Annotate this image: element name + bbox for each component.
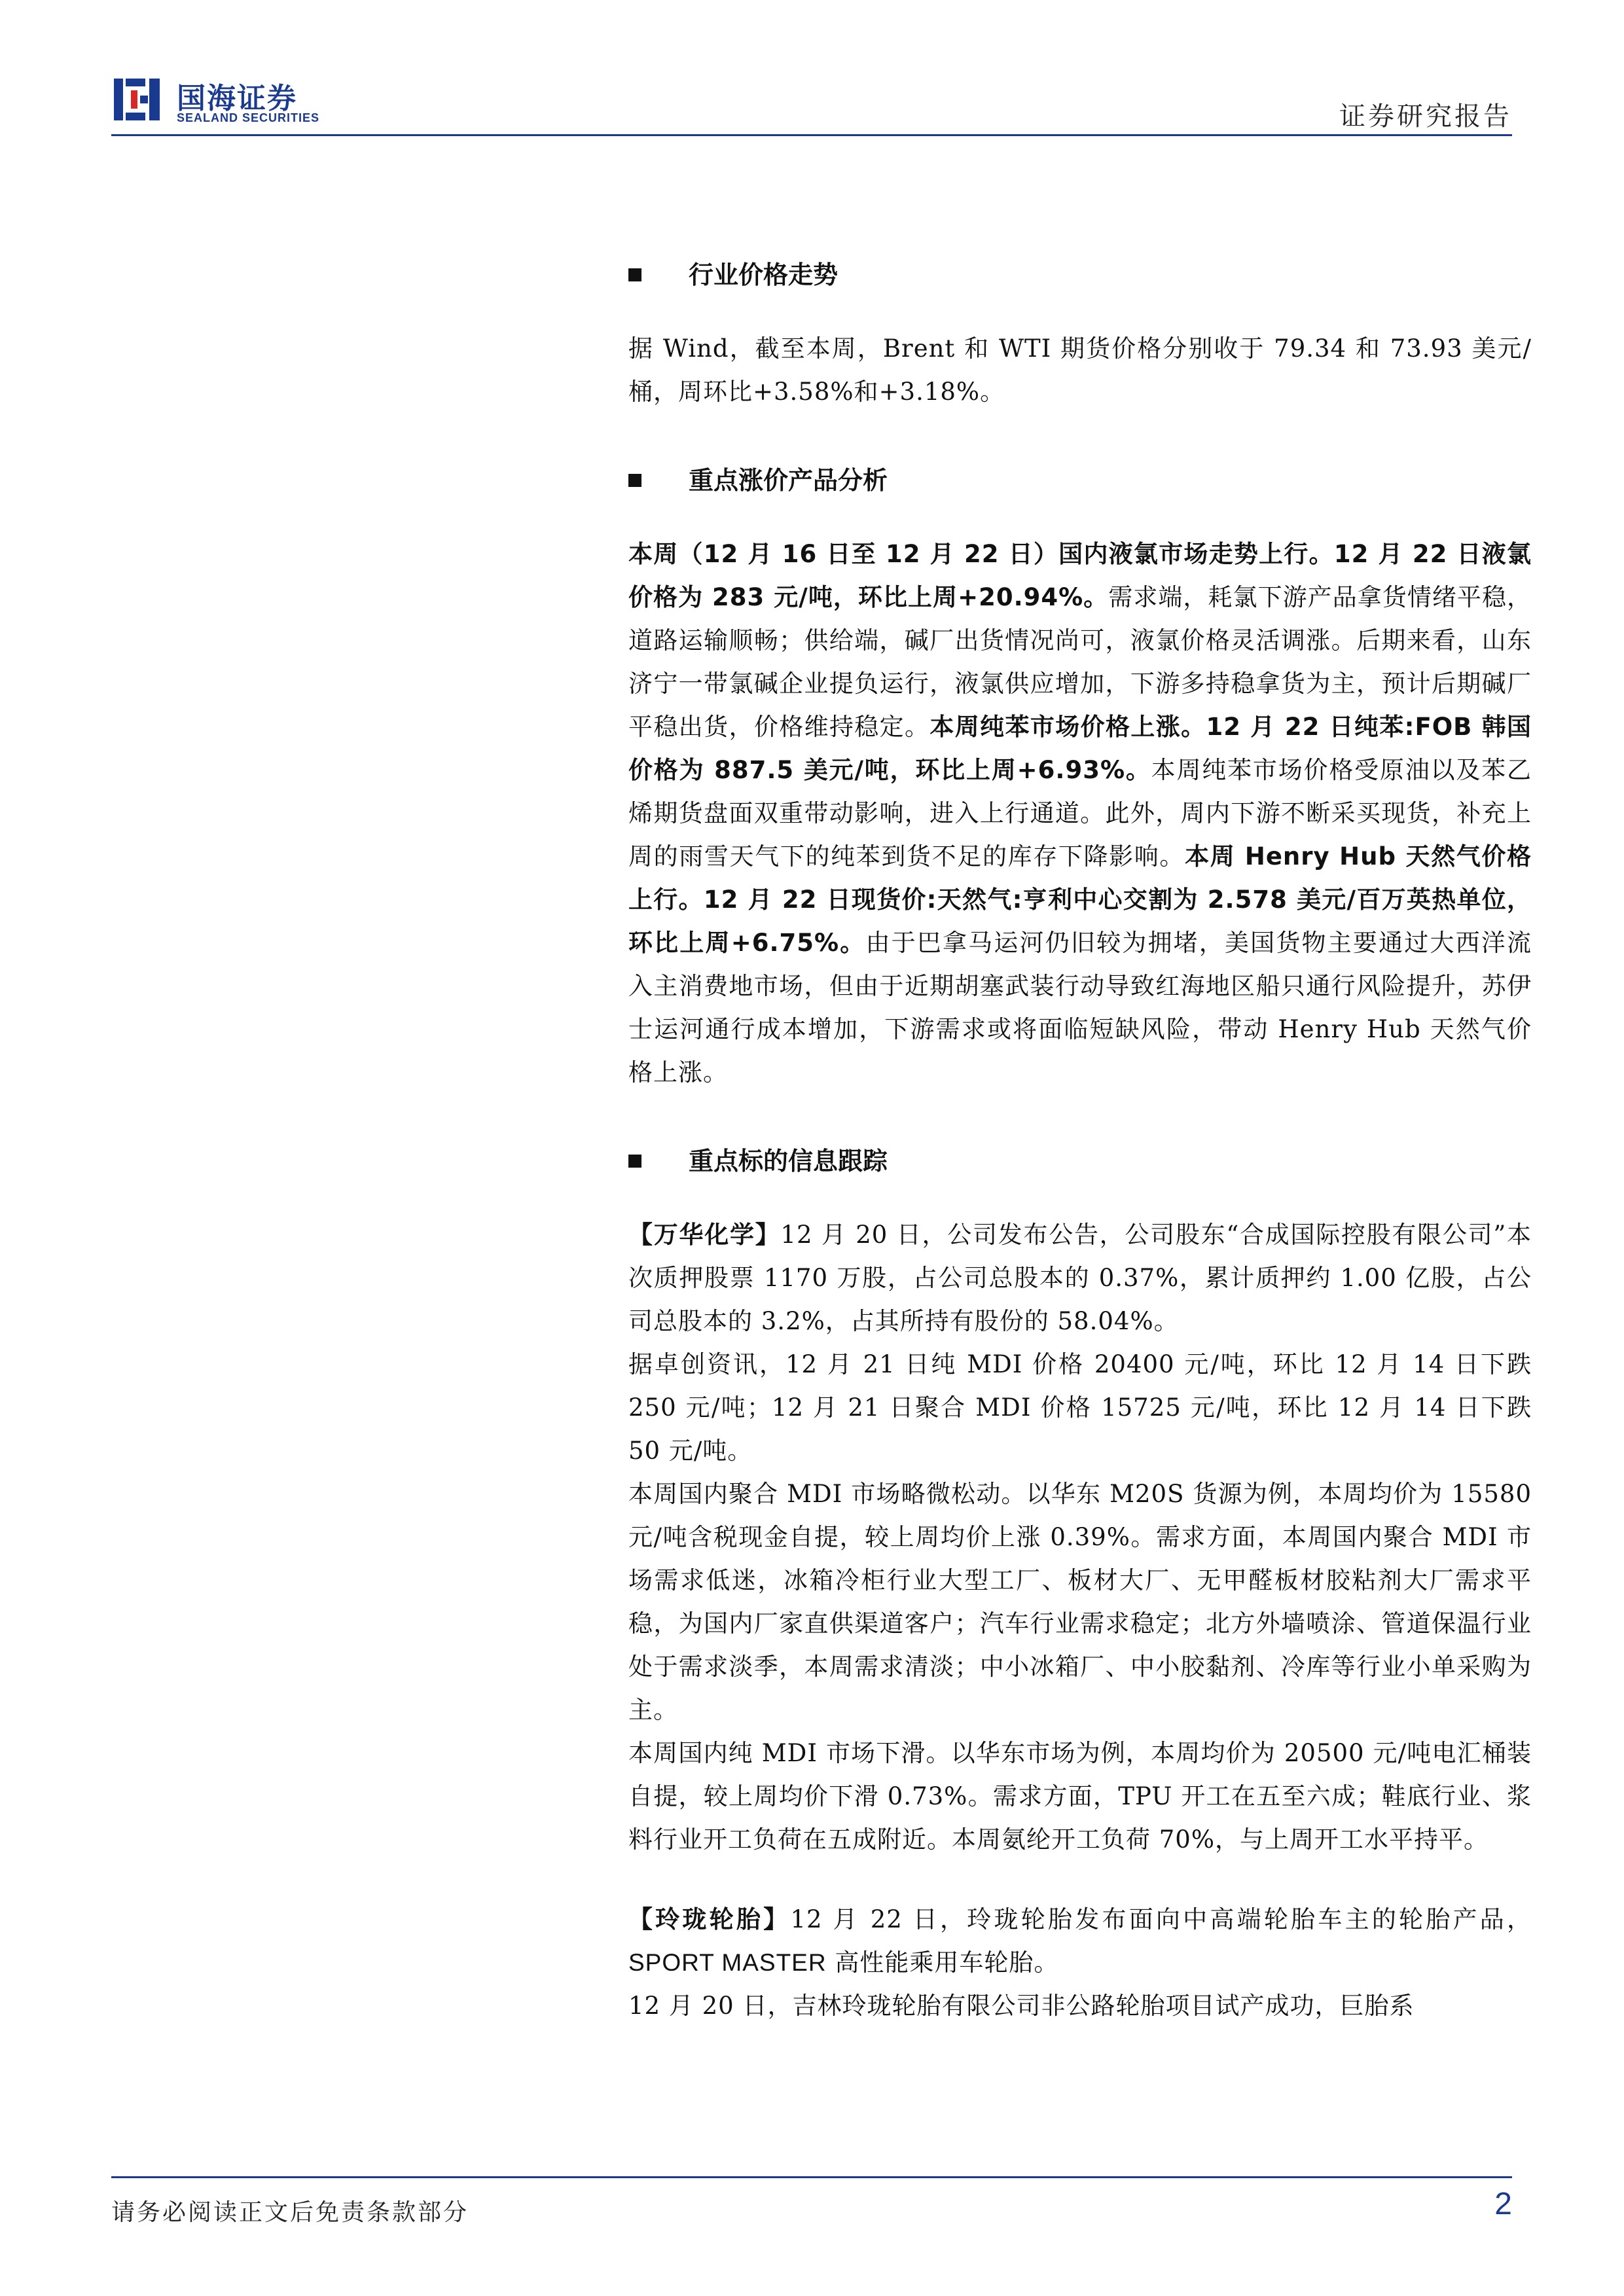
linglong-trial-production: 12 月 20 日，吉林玲珑轮胎有限公司非公路轮胎项目试产成功，巨胎系 bbox=[628, 1992, 1415, 2020]
key-products-paragraph bbox=[628, 533, 1532, 1094]
section-title-price-trend: 行业价格走势 bbox=[628, 255, 1532, 295]
page-header bbox=[111, 60, 1512, 139]
wanhua-pure-mdi: 本周国内纯 MDI 市场下滑。以华东市场为例，本周均价为 20500 元/吨电汇桶装自提，较上周均价下滑 0.73%。需求方面，TPU 开工在五至六成；鞋底行业、浆料行业开工负荷在五成附近。本周氨纶开工负荷 70%，与上周开工水平持平。 bbox=[628, 1739, 1532, 1854]
sealand-logo-icon bbox=[111, 73, 164, 126]
liquid-chlorine-detail: 需求端，耗氯下游产品拿货情绪平稳，道路运输顺畅；供给端，碱厂出货情况尚可，液氯价格灵活调涨。后期来看，山东济宁一带氯碱企业提负运行，液氯供应增加，下游多持稳拿货为主，预计后期碱厂平稳出货，价格维持稳定。 bbox=[628, 583, 1532, 741]
natural-gas-detail: 由于巴拿马运河仍旧较为拥堵，美国货物主要通过大西洋流入主消费地市场，但由于近期胡塞武装行动导致红海地区船只通行风险提升，苏伊士运河通行成本增加，下游需求或将面临短缺风险，带动 Henry Hub 天然气价格上涨。 bbox=[628, 929, 1532, 1086]
footer-divider bbox=[111, 2176, 1512, 2178]
article bbox=[628, 255, 1532, 2028]
wanhua-announcement: 【万华化学】12 月 20 日，公司发布公告，公司股东“合成国际控股有限公司”本次质押股票 1170 万股，占公司总股本的 0.37%，累计质押约 1.00 亿股，占公司总股本的 3.2%，占其所持有股份的 58.04%。 bbox=[628, 1221, 1532, 1335]
header-divider bbox=[111, 134, 1512, 136]
benzene-detail: 本周纯苯市场价格受原油以及苯乙烯期货盘面双重带动影响，进入上行通道。此外，周内下游不断采买现货，补充上周的雨雪天气下的纯苯到货不足的库存下降影响。 bbox=[628, 756, 1532, 870]
logo-chinese-name: 国海证券 bbox=[177, 82, 297, 115]
wanhua-tag: 【万华化学】 bbox=[628, 1221, 781, 1249]
natural-gas-highlight: 本周 Henry Hub 天然气价格上行。12 月 22 日现货价:天然气:亨利中心交割为 2.578 美元/百万英热单位，环比上周+6.75%。 bbox=[628, 842, 1532, 957]
benzene-highlight: 本周纯苯市场价格上涨。12 月 22 日纯苯:FOB 韩国价格为 887.5 美元/吨，环比上周+6.93%。 bbox=[628, 713, 1532, 784]
disclaimer-note: 请务必阅读正文后免责条款部分 bbox=[111, 2199, 469, 2226]
wanhua-mdi-prices: 据卓创资讯，12 月 21 日纯 MDI 价格 20400 元/吨，环比 12 月 14 日下跌 250 元/吨；12 月 21 日聚合 MDI 价格 15725 元/吨，环比 12 月 14 日下跌 50 元/吨。 bbox=[628, 1350, 1532, 1465]
logo-english-name: SEALAND SECURITIES bbox=[177, 111, 320, 124]
report-type-label: 证券研究报告 bbox=[1339, 101, 1512, 132]
bullet-square-icon bbox=[628, 474, 641, 487]
price-trend-paragraph: 据 Wind，截至本周，Brent 和 WTI 期货价格分别收于 79.34 和 73.93 美元/桶，周环比+3.58%和+3.18%。 bbox=[628, 334, 1532, 406]
bullet-square-icon bbox=[628, 1155, 641, 1168]
section-title-tracking: 重点标的信息跟踪 bbox=[628, 1141, 1532, 1181]
section-title-key-products: 重点涨价产品分析 bbox=[628, 461, 1532, 500]
linglong-product-launch: 【玲珑轮胎】12 月 22 日，玲珑轮胎发布面向中高端轮胎车主的轮胎产品，SPORT MASTER 高性能乘用车轮胎。 bbox=[628, 1905, 1532, 1977]
bullet-square-icon bbox=[628, 268, 641, 281]
page-number: 2 bbox=[1494, 2187, 1512, 2221]
wanhua-polymeric-mdi: 本周国内聚合 MDI 市场略微松动。以华东 M20S 货源为例，本周均价为 15580 元/吨含税现金自提，较上周均价上涨 0.39%。需求方面，本周国内聚合 MDI 市场需求低迷，冰箱冷柜行业大型工厂、板材大厂、无甲醛板材胶粘剂大厂需求平稳，为国内厂家直供渠道客户；汽车行业需求稳定；北方外墙喷涂、管道保温行业处于需求淡季，本周需求清淡；中小冰箱厂、中小胶黏剂、冷库等行业小单采购为主。 bbox=[628, 1480, 1532, 1724]
liquid-chlorine-highlight: 本周（12 月 16 日至 12 月 22 日）国内液氯市场走势上行。12 月 22 日液氯价格为 283 元/吨，环比上周+20.94%。 bbox=[628, 540, 1532, 611]
linglong-tag: 【玲珑轮胎】 bbox=[628, 1905, 791, 1933]
